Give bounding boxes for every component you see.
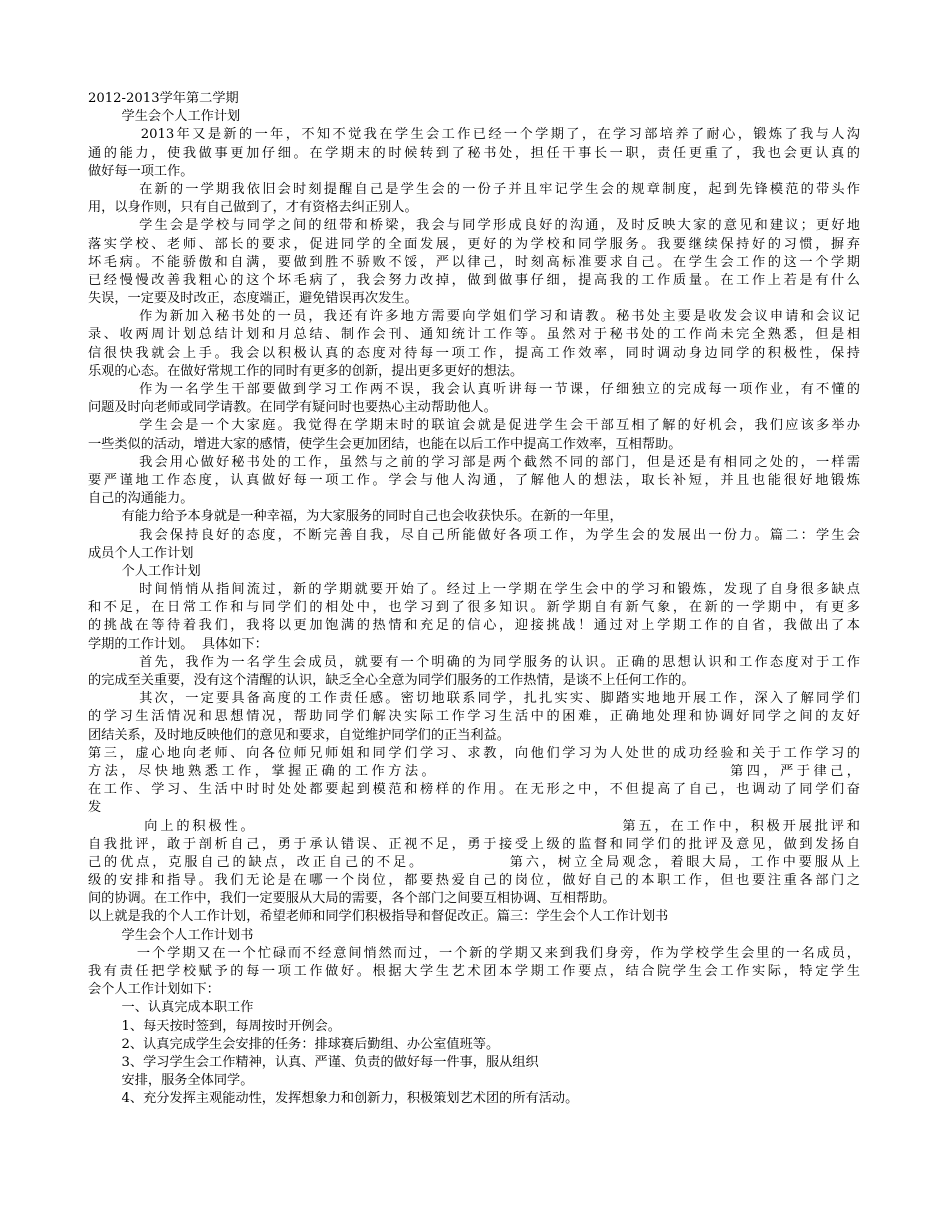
- text-line: 和不足，在日常工作和与同学们的相处中，也学习到了很多知识。新学期自有新气象，在新的一学期中，有更多: [88, 600, 860, 616]
- text-line: 学生会是学校与同学之间的纽带和桥梁，我会与同学形成良好的沟通，及时反映大家的意见和建议；更好地: [88, 218, 860, 234]
- text-line: 4、充分发挥主观能动性，发挥想象力和创新力，积极策划艺术团的所有活动。: [88, 1091, 579, 1107]
- text-line: 3、学习学生会工作精神，认真、严谨、负责的做好每一件事，服从组织: [88, 1054, 539, 1070]
- text-line: 要严谨地工作态度，认真做好每一项工作。学会与他人沟通，了解他人的想法，取长补短，并且也能很好地锻炼: [88, 472, 860, 488]
- text-line: 学生会个人工作计划: [88, 109, 241, 125]
- text-line: 在新的一学期我依旧会时刻提醒自己是学生会的一份子并且牢记学生会的规章制度，起到先锋模范的带头作: [88, 181, 860, 197]
- text-line: 作为新加入秘书处的一员，我还有许多地方需要向学姐们学习和请教。秘书处主要是收发会议申请和会议记: [88, 309, 860, 325]
- text-line: 己的优点，克服自己的缺点，改正自己的不足。 第六，树立全局观念，着眼大局，工作中要服从上: [88, 854, 860, 870]
- text-line: 2、认真完成学生会安排的任务：排球赛后勤组、办公室值班等。: [88, 1036, 500, 1052]
- text-line: 录、收两周计划总结计划和月总结、制作会刊、通知统计工作等。虽然对于秘书处的工作尚未完全熟悉，但是相: [88, 327, 860, 343]
- text-line: 学期的工作计划。 具体如下：: [88, 636, 268, 652]
- text-line: 自己的沟通能力。: [88, 491, 194, 507]
- text-line: 在工作、学习、生活中时时处处都要起到模范和榜样的作用。在无形之中，不但提高了自己，也调动了同学们奋: [88, 782, 860, 798]
- text-line: 安排，服务全体同学。: [88, 1073, 254, 1089]
- text-line: 用，以身作则，只有自己做到了，才有资格去纠正别人。: [88, 200, 418, 216]
- text-line: 学生会个人工作计划书: [88, 927, 254, 943]
- text-line: 一些类似的活动，增进大家的感情，使学生会更加团结，也能在以后工作中提高工作效率，互相帮助。: [88, 436, 682, 452]
- text-line: 一、认真完成本职工作: [88, 1000, 254, 1016]
- text-line: 通的能力，使我做事更加仔细。在学期末的时候转到了秘书处，担任干事长一职，责任更重了，我也会更认真的: [88, 145, 860, 161]
- text-line: 第三，虚心地向老师、向各位师兄师姐和同学们学习、求教，向他们学习为人处世的成功经验和关于工作学习的: [88, 745, 860, 761]
- text-line: 学生会是一个大家庭。我觉得在学期末时的联谊会就是促进学生会干部互相了解的好机会，我们应该多举办: [88, 418, 860, 434]
- text-line: 团结关系，及时地反映他们的意见和要求，自觉维护同学们的正当利益。: [88, 727, 510, 743]
- text-line: 自我批评，敢于剖析自己，勇于承认错误、正视不足，勇于接受上级的监督和同学们的批评及意见，做到发扬自: [88, 836, 860, 852]
- text-line: 信很快我就会上手。我会以积极认真的态度对待每一项工作，提高工作效率，同时调动身边同学的积极性，保持: [88, 345, 860, 361]
- text-line: 方法，尽快地熟悉工作，掌握正确的工作方法。 第四，严于律己，: [88, 763, 860, 779]
- text-line: 会个人工作计划如下：: [88, 982, 220, 998]
- text-line: 乐观的心态。在做好常规工作的同时有更多的创新，提出更多更好的想法。: [88, 363, 524, 379]
- text-line: 级的安排和指导。我们无论是在哪一个岗位，都要热爱自己的岗位，做好自己的本职工作，但也要注重各部门之: [88, 873, 860, 889]
- text-line: 间的协调。在工作中，我们一定要服从大局的需要，各个部门之间要互相协调、互相帮助。: [88, 891, 616, 907]
- text-line: 的挑战在等待着我们，我将以更加饱满的热情和充足的信心，迎接挑战！通过对上学期工作的自省，我做出了本: [88, 618, 860, 634]
- text-line: 2013年又是新的一年，不知不觉我在学生会工作已经一个学期了，在学习部培养了耐心，锻炼了我与人沟: [88, 127, 860, 143]
- text-line: 一个学期又在一个忙碌而不经意间悄然而过，一个新的学期又来到我们身旁，作为学校学生会里的一名成员，: [88, 945, 860, 961]
- text-line: 时间悄悄从指间流过，新的学期就要开始了。经过上一学期在学生会中的学习和锻炼，发现了自身很多缺点: [88, 582, 860, 598]
- text-line: 问题及时向老师或同学请教。在同学有疑问时也要热心主动帮助他人。: [88, 400, 497, 416]
- text-line: 的完成至关重要，没有这个清醒的认识，缺乏全心全意为同学们服务的工作热情，是谈不上任何工作的。: [88, 673, 695, 688]
- text-line: 个人工作计划: [88, 563, 201, 579]
- text-line: 已经慢慢改善我粗心的这个坏毛病了，我会努力改掉，做到做事仔细，提高我的工作质量。在工作上若是有什么: [88, 272, 860, 288]
- text-line: 作为一名学生干部要做到学习工作两不误，我会认真听讲每一节课，仔细独立的完成每一项作业，有不懂的: [88, 382, 860, 397]
- text-line: 其次，一定要具备高度的工作责任感。密切地联系同学，扎扎实实、脚踏实地地开展工作，深入了解同学们: [88, 691, 860, 707]
- text-line: 以上就是我的个人工作计划，希望老师和同学们积极指导和督促改正。篇三：学生会个人工作计划书: [88, 909, 669, 925]
- text-line: 成员个人工作计划: [88, 545, 194, 561]
- text-line: 1、每天按时签到，每周按时开例会。: [88, 1018, 341, 1034]
- text-line: 落实学校、老师、部长的要求，促进同学的全面发展，更好的为学校和同学服务。我要继续保持好的习惯，摒弃: [88, 236, 860, 252]
- text-line: 坏毛病。不能骄傲和自满，要做到胜不骄败不馁，严以律己，时刻高标准要求自己。在学生会工作的这一个学期: [88, 254, 860, 270]
- text-line: 做好每一项工作。: [88, 163, 194, 179]
- text-line: 我有责任把学校赋予的每一项工作做好。根据大学生艺术团本学期工作要点，结合院学生会工作实际，特定学生: [88, 964, 860, 979]
- text-line: 有能力给予本身就是一种幸福，为大家服务的同时自己也会收获快乐。在新的一年里，: [88, 509, 623, 525]
- text-line: 发: [88, 800, 102, 816]
- text-line: 向上的积极性。 第五，在工作中，积极开展批评和: [88, 818, 860, 834]
- text-line: 我会用心做好秘书处的工作，虽然与之前的学习部是两个截然不同的部门，但是还是有相同之处的，一样需: [88, 454, 860, 470]
- text-line: 首先，我作为一名学生会成员，就要有一个明确的为同学服务的认识。正确的思想认识和工作态度对于工作: [88, 654, 860, 670]
- document-page: [88, 90, 860, 1109]
- text-line: 的学习生活情况和思想情况，帮助同学们解决实际工作学习生活中的困难，正确地处理和协调好同学之间的友好: [88, 709, 860, 725]
- text-line: 我会保持良好的态度，不断完善自我，尽自己所能做好各项工作，为学生会的发展出一份力。篇二：学生会: [88, 527, 860, 543]
- text-line: 失误，一定要及时改正，态度端正，避免错误再次发生。: [88, 291, 418, 307]
- text-line: 2012-2013学年第二学期: [88, 91, 239, 106]
